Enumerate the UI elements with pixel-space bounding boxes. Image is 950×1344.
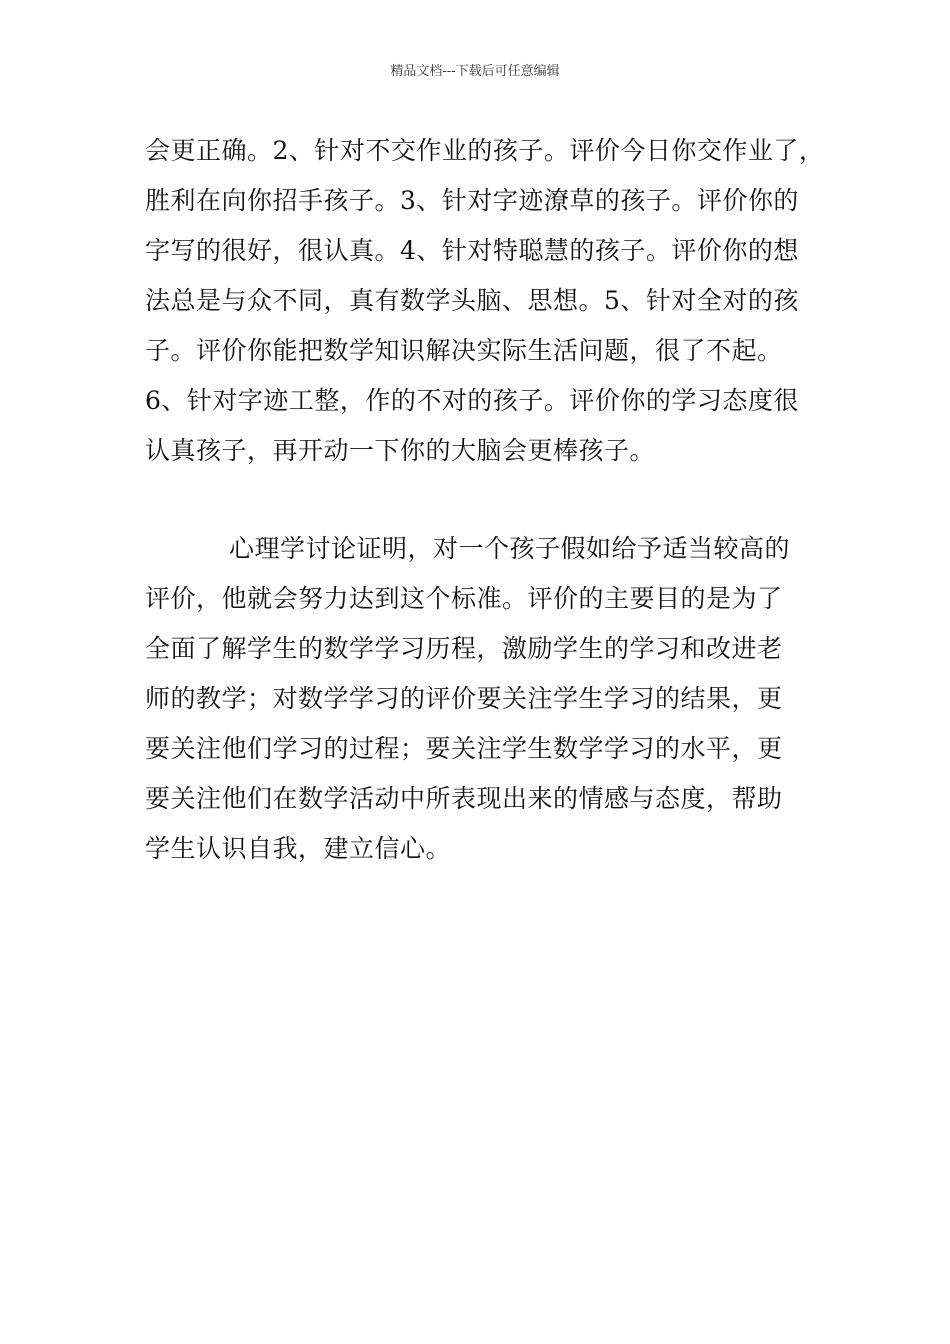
paragraph-2 [145, 524, 835, 874]
text-line: 字写的很好，很认真。4、针对特聪慧的孩子。评价你的想 [145, 236, 799, 265]
text-line: 评价，他就会努力达到这个标准。评价的主要目的是为了 [145, 584, 783, 613]
text-line: 会更正确。2、针对不交作业的孩子。评价今日你交作业了， [145, 136, 825, 165]
text-line: 要关注他们学习的过程；要关注学生数学学习的水平，更 [145, 734, 783, 763]
text-line: 师的教学；对数学学习的评价要关注学生学习的结果，更 [145, 684, 783, 713]
text-line: 心理学讨论证明，对一个孩子假如给予适当较高的 [229, 534, 791, 563]
text-line: 全面了解学生的数学学习历程，激励学生的学习和改进老 [145, 634, 783, 663]
document-body [145, 126, 835, 874]
text-line: 要关注他们在数学活动中所表现出来的情感与态度，帮助 [145, 784, 783, 813]
text-line: 6、针对字迹工整，作的不对的孩子。评价你的学习态度很 [145, 386, 799, 415]
paragraph-gap [145, 476, 835, 524]
text-line: 认真孩子，再开动一下你的大脑会更棒孩子。 [145, 436, 656, 465]
page-header: 精品文档---下载后可任意编辑 [390, 64, 560, 79]
text-line: 法总是与众不同，真有数学头脑、思想。5、针对全对的孩 [145, 286, 799, 315]
text-line: 胜利在向你招手孩子。3、针对字迹潦草的孩子。评价你的 [145, 186, 799, 215]
text-line: 学生认识自我，建立信心。 [145, 834, 452, 863]
paragraph-1 [145, 126, 835, 476]
text-line: 子。评价你能把数学知识解决实际生活问题，很了不起。 [145, 336, 783, 365]
